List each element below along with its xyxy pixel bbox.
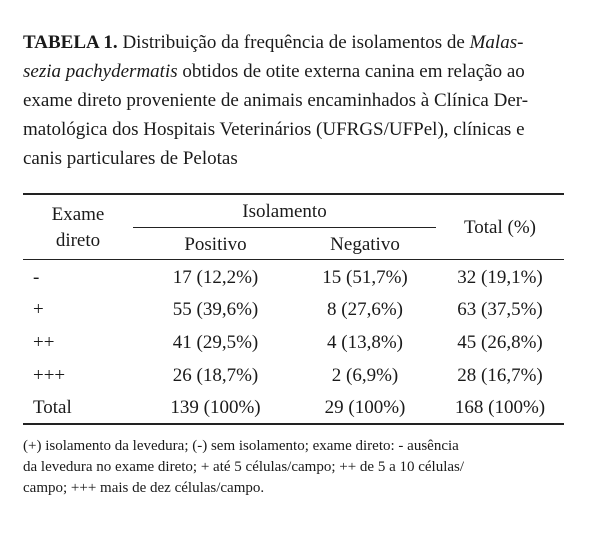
- cell-exam: +: [33, 299, 44, 320]
- table-top-rule: [23, 193, 564, 195]
- header-exame: Exame: [51, 204, 105, 225]
- footnote-line-3: campo; +++ mais de dez células/campo.: [23, 480, 265, 496]
- caption-text: obtidos de otite externa canina em relação ao: [182, 61, 525, 82]
- cell-total: 32 (19,1%): [457, 267, 543, 288]
- caption-line-2: [23, 57, 571, 86]
- caption-line-1: [23, 28, 571, 57]
- cell-positivo: 41 (29,5%): [172, 332, 259, 353]
- cell-negativo: 15 (51,7%): [322, 267, 408, 288]
- cell-negativo: 2 (6,9%): [331, 365, 399, 386]
- caption-line-3: exame direto proveniente de animais encaminhados à Clínica Der-: [23, 90, 529, 111]
- cell-positivo: 55 (39,6%): [172, 299, 259, 320]
- cell-total: 45 (26,8%): [457, 332, 543, 353]
- cell-negativo: 4 (13,8%): [327, 332, 403, 353]
- table-footnote: [23, 436, 564, 499]
- cell-exam: -: [33, 267, 40, 288]
- cell-total: 63 (37,5%): [457, 299, 543, 320]
- header-direto: direto: [55, 230, 101, 251]
- cell-exam: +++: [33, 365, 66, 386]
- table-caption: [23, 28, 571, 173]
- cell-exam: Total: [33, 397, 72, 418]
- table-bottom-rule: [23, 423, 564, 425]
- footnote-line-2: da levedura no exame direto; + até 5 células/campo; ++ de 5 a 10 células/: [23, 459, 465, 475]
- cell-negativo: 29 (100%): [324, 397, 406, 418]
- cell-total: 168 (100%): [454, 397, 546, 418]
- isolamento-rule: [133, 227, 436, 228]
- caption-species-part2: sezia pachydermatis: [23, 61, 178, 82]
- cell-negativo: 8 (27,6%): [327, 299, 403, 320]
- cell-positivo: 139 (100%): [170, 397, 261, 418]
- caption-line-4: matológica dos Hospitais Veterinários (UFRGS/UFPel), clínicas e: [23, 119, 525, 140]
- footnote-line-1: (+) isolamento da levedura; (-) sem isolamento; exame direto: - ausência: [23, 438, 459, 454]
- cell-exam: ++: [33, 332, 55, 353]
- header-positivo: Positivo: [184, 234, 247, 255]
- cell-positivo: 26 (18,7%): [172, 365, 259, 386]
- caption-text: Distribuição da frequência de isolamentos de: [122, 32, 465, 53]
- header-bottom-rule: [23, 259, 564, 260]
- caption-species-part1: Malas-: [469, 32, 524, 53]
- caption-line-5: canis particulares de Pelotas: [23, 148, 238, 169]
- header-total: Total (%): [463, 217, 536, 238]
- header-negativo: Negativo: [330, 234, 400, 255]
- header-isolamento: Isolamento: [242, 201, 327, 222]
- cell-positivo: 17 (12,2%): [172, 267, 259, 288]
- cell-total: 28 (16,7%): [457, 365, 543, 386]
- caption-label: TABELA 1.: [23, 32, 118, 53]
